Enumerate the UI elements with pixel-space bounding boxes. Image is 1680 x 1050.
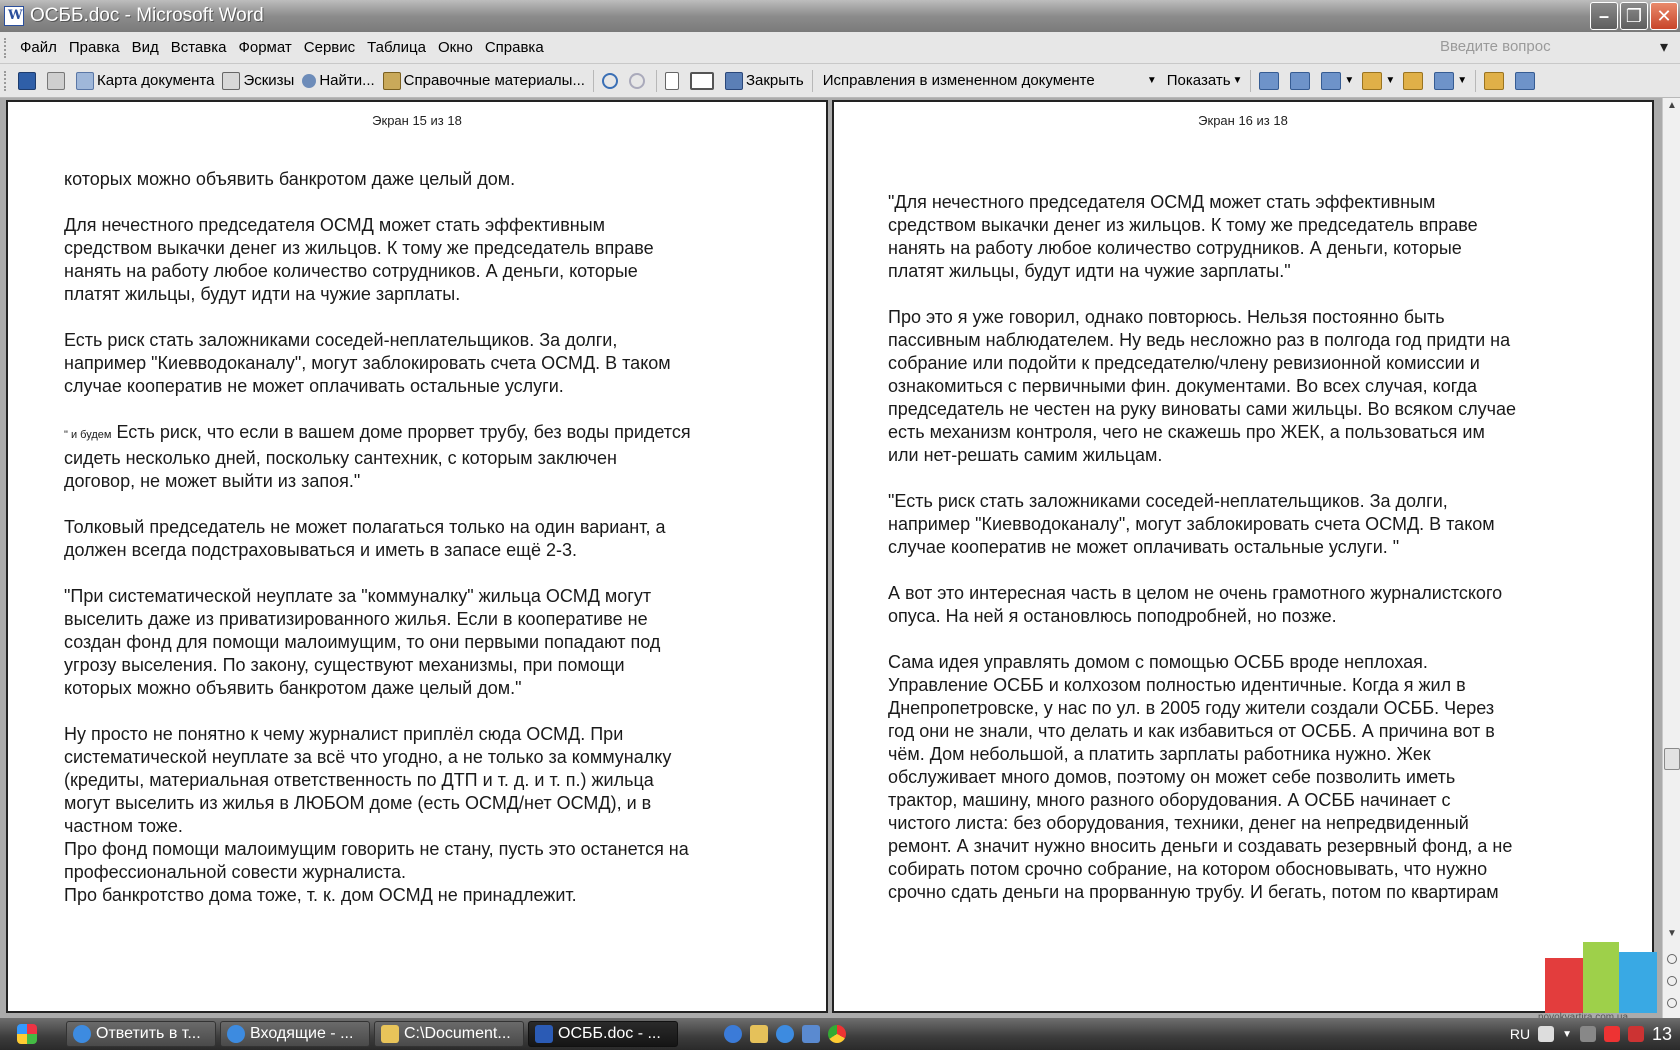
zoom-out-icon <box>629 73 645 89</box>
find-label: Найти... <box>319 72 375 89</box>
toolbar-separator <box>593 70 594 92</box>
menu-grip[interactable] <box>4 38 8 58</box>
insert-comment-button[interactable] <box>1399 68 1430 94</box>
thumbnails-label: Эскизы <box>243 72 295 89</box>
reading-page-right[interactable] <box>832 100 1654 1013</box>
notes-icon[interactable] <box>750 1025 768 1043</box>
save-button[interactable] <box>14 68 43 94</box>
toolbar-separator <box>812 70 813 92</box>
logo-building-green <box>1583 942 1619 1013</box>
logo-building-red <box>1545 958 1583 1013</box>
two-pages-button[interactable] <box>686 68 721 94</box>
toolbar-separator <box>656 70 657 92</box>
scroll-up-icon[interactable]: ▲ <box>1667 100 1677 111</box>
paragraph: которых можно объявить банкротом даже целый дом. <box>64 169 516 189</box>
menu-tools[interactable]: Сервис <box>303 39 356 56</box>
document-close-icon[interactable]: ▾ <box>1659 39 1668 56</box>
highlight-icon <box>1434 72 1454 90</box>
taskbar-item[interactable] <box>220 1021 370 1047</box>
toolbar-separator <box>1475 70 1476 92</box>
menu-file[interactable]: Файл <box>20 39 57 56</box>
internet-explorer-icon[interactable] <box>776 1025 794 1043</box>
document-area <box>0 98 1662 1018</box>
paragraph: Про это я уже говорил, однако повторюсь. Нельзя постоянно быть пассивным наблюдателем. Ну ведь несложно раз в полгода год придти на собрание или подойти к председателю/члену ревизионной комиссии и ознакомиться с первичными фин. документами. Во всех случая, когда председатель не честен на руку виноваты сами жильцы. Во всяком случае есть механизм контроля, чего не скажешь про ЖЕК, а пользоваться им или нет-решать самим жильцам. <box>888 307 1517 465</box>
chevron-down-icon: ▼ <box>1457 75 1468 86</box>
paragraph: Толковый председатель не может полагаться только на один вариант, а должен всегда подстраховываться и иметь в запасе ещё 2-3. <box>64 517 666 560</box>
word-app-icon[interactable] <box>4 6 24 26</box>
paragraph: Ну просто не понятно к чему журналист приплёл сюда ОСМД. При систематической неуплате за всё что угодно, а не только за коммуналку (кредиты, материальная ответственность по ДТП и т. д. и т. п.) жильца могут выселить из жилья в ЛЮБОМ доме (есть ОСМД/нет ОСМД), и в частном тоже. <box>64 724 672 836</box>
close-reading-button[interactable] <box>721 68 808 94</box>
title-bar <box>0 0 1680 32</box>
menu-format[interactable]: Формат <box>238 39 292 56</box>
track-changes-button[interactable] <box>1480 68 1511 94</box>
research-label: Справочные материалы... <box>403 72 585 89</box>
taskbar-item[interactable] <box>374 1021 524 1047</box>
menu-help[interactable]: Справка <box>484 39 544 56</box>
chevron-down-icon: ▼ <box>1146 75 1157 86</box>
taskbar <box>0 1018 1680 1050</box>
paragraph: Есть риск стать заложниками соседей-неплательщиков. За долги, например "Киевводоканалу", могут заблокировать счета ОСМД. В таком случае кооператив не может оплачивать остальные услуги. <box>64 330 671 396</box>
windows-logo-icon <box>17 1024 37 1044</box>
inline-small-text: " и будем <box>64 429 112 441</box>
reject-change-button[interactable] <box>1358 68 1399 94</box>
two-pages-icon <box>690 72 714 90</box>
next-page-icon[interactable] <box>1667 998 1677 1008</box>
folder-icon <box>1403 72 1423 90</box>
chevron-down-icon: ▼ <box>1385 75 1396 86</box>
research-icon <box>383 72 401 90</box>
menu-bar <box>0 32 1680 64</box>
scroll-thumb[interactable] <box>1664 748 1680 770</box>
paragraph-with-prefix <box>64 421 794 493</box>
chevron-down-icon: ▼ <box>1344 75 1355 86</box>
paragraph: А вот это интересная часть в целом не очень грамотного журналистского опуса. На ней я остановлюсь поподробней, но позже. <box>888 583 1503 626</box>
scroll-down-icon[interactable]: ▼ <box>1667 928 1677 939</box>
taskbar-item-label: ОСББ.doc - ... <box>558 1025 661 1042</box>
paragraph: Сама идея управлять домом с помощью ОСББ вроде неплохая. Управление ОСББ и колхозом полностью идентичные. Когда я жил в Днепропетровске, у нас по ул. в 2005 году жители создали ОСББ. Через год они не знали, что делать и как избавиться от ОСББ. А причина вот в чём. Дом небольшой, а платить зарплаты работника нужно. Жек обслуживает много домов, поэтому он может себе позволить иметь трактор, машину, много разного оборудования. А ОСББ начинает с чистого листа: без оборудования, техники, денег на непредвиденный ремонт. А значит нужно вносить деньги и создавать резервный фонд, а не собирать потом срочно собрание, на котором обосновывать, что нужно срочно сдать деньги на прорванную трубу. И бегать, потом по квартирам <box>888 652 1513 902</box>
track-changes-icon <box>1484 72 1504 90</box>
zoom-in-button[interactable] <box>598 68 625 94</box>
book-icon <box>725 72 743 90</box>
watermark-logo <box>1545 940 1657 1015</box>
paragraph: Для нечестного председателя ОСМД может стать эффективным средством выкачки денег из жильцов. К тому же председатель вправе нанять на работу любое количество сотрудников. А деньги, которые платят жильцы, будут идти на чужие зарплаты. <box>64 215 654 304</box>
system-tray <box>1510 1024 1680 1045</box>
page-text <box>888 191 1628 904</box>
reviewing-pane-button[interactable] <box>1511 68 1542 94</box>
menu-table[interactable]: Таблица <box>367 39 426 56</box>
save-icon <box>18 72 36 90</box>
show-markup-button[interactable] <box>1163 68 1247 94</box>
flag-icon[interactable] <box>1628 1026 1644 1042</box>
help-icon[interactable] <box>1538 1026 1554 1042</box>
accept-change-icon <box>1321 72 1341 90</box>
zoom-in-icon <box>602 73 618 89</box>
document-map-icon <box>76 72 94 90</box>
show-markup-label: Показать <box>1166 72 1231 89</box>
opera-icon[interactable] <box>1604 1026 1620 1042</box>
next-change-button[interactable] <box>1286 68 1317 94</box>
print-icon <box>47 72 65 90</box>
taskbar-item-label: C:\Document... <box>404 1025 511 1042</box>
menu-insert[interactable]: Вставка <box>170 39 227 56</box>
menu-edit[interactable]: Правка <box>68 39 120 56</box>
find-button[interactable] <box>298 68 378 94</box>
toolbar-separator <box>1250 70 1251 92</box>
zoom-out-button[interactable] <box>625 68 652 94</box>
thumbnails-button[interactable] <box>218 68 298 94</box>
previous-change-icon <box>1259 72 1279 90</box>
internet-explorer-icon <box>227 1025 245 1043</box>
document-map-button[interactable] <box>72 68 218 94</box>
previous-page-icon[interactable] <box>1667 954 1677 964</box>
binoculars-icon <box>302 74 316 88</box>
close-button[interactable]: ✕ <box>1650 2 1678 30</box>
menu-view[interactable]: Вид <box>131 39 159 56</box>
paragraph: Про банкротство дома тоже, т. к. дом ОСМД не принадлежит. <box>64 885 577 905</box>
word-icon <box>535 1025 553 1043</box>
minimize-button[interactable]: – <box>1590 2 1618 30</box>
quick-launch <box>724 1025 846 1043</box>
display-for-review-value: Исправления в измененном документе <box>822 72 1095 89</box>
reading-page-left[interactable] <box>6 100 828 1013</box>
single-page-button[interactable] <box>661 68 686 94</box>
menu-window[interactable]: Окно <box>437 39 473 56</box>
document-map-label: Карта документа <box>97 72 215 89</box>
print-button[interactable] <box>43 68 72 94</box>
page-indicator: Экран 15 из 18 <box>372 113 462 128</box>
start-button[interactable] <box>0 1018 54 1050</box>
taskbar-item-label: Входящие - ... <box>250 1025 354 1042</box>
network-icon[interactable] <box>1580 1026 1596 1042</box>
paragraph: "Для нечестного председателя ОСМД может стать эффективным средством выкачки денег из жильцов. К тому же председатель вправе нанять на работу любое количество сотрудников. А деньги, которые платят жильцы, будут идти на чужие зарплаты." <box>888 192 1478 281</box>
ask-question-input[interactable]: Введите вопрос <box>1440 38 1551 55</box>
display-for-review-select[interactable] <box>817 69 1163 93</box>
single-page-icon <box>665 72 679 90</box>
window-title: ОСББ.doc - Microsoft Word <box>30 5 264 26</box>
clock: 13 <box>1651 1023 1672 1044</box>
paragraph: Про фонд помощи малоимущим говорить не стану, пусть это останется на профессиональной совести журналиста. <box>64 839 689 882</box>
next-change-icon <box>1290 72 1310 90</box>
taskbar-item[interactable] <box>66 1021 216 1047</box>
taskbar-item-active[interactable] <box>528 1021 678 1047</box>
paragraph: Есть риск, что если в вашем доме прорвет трубу, без воды придется сидеть несколько дней, поскольку сантехник, с которым заключен договор, не может выйти из запоя." <box>64 422 691 491</box>
previous-change-button[interactable] <box>1255 68 1286 94</box>
window-controls <box>1590 2 1678 30</box>
reviewing-pane-icon <box>1515 72 1535 90</box>
accept-change-button[interactable] <box>1317 68 1358 94</box>
chevron-down-icon: ▼ <box>1232 75 1243 86</box>
internet-explorer-icon <box>73 1025 91 1043</box>
language-indicator[interactable]: RU <box>1509 1026 1531 1042</box>
thumbnails-icon <box>222 72 240 90</box>
skype-icon[interactable] <box>724 1025 742 1043</box>
research-button[interactable] <box>379 68 589 94</box>
page-indicator: Экран 16 из 18 <box>1198 113 1288 128</box>
folder-icon <box>381 1025 399 1043</box>
toolbar-grip[interactable] <box>4 71 8 91</box>
taskbar-item-label: Ответить в т... <box>96 1025 201 1042</box>
page-text <box>64 168 794 907</box>
select-browse-object-icon[interactable] <box>1667 976 1677 986</box>
paragraph: "При систематической неуплате за "коммуналку" жильца ОСМД могут выселить даже из приватизированного жилья. Если в кооперативе не создан фонд для помощи малоимущим, то они первыми попадают под угрозу выселения. По закону, существуют механизмы, при помощи которых можно объявить банкротом даже целый дом." <box>64 586 661 698</box>
chrome-icon[interactable] <box>828 1025 846 1043</box>
logo-building-blue <box>1619 952 1657 1013</box>
paragraph: "Есть риск стать заложниками соседей-неплательщиков. За долги, например "Киевводоканалу", могут заблокировать счета ОСМД. В таком случае кооператив не может оплачивать остальные услуги. " <box>888 491 1495 557</box>
highlight-button[interactable] <box>1430 68 1471 94</box>
maximize-button[interactable]: ❐ <box>1620 2 1648 30</box>
desktop-icon[interactable] <box>802 1025 820 1043</box>
reading-layout-toolbar <box>0 64 1680 98</box>
chevron-down-icon[interactable]: ▼ <box>1562 1028 1572 1040</box>
vertical-scrollbar[interactable] <box>1662 98 1680 1018</box>
reject-change-icon <box>1362 72 1382 90</box>
close-reading-label: Закрыть <box>745 72 804 89</box>
